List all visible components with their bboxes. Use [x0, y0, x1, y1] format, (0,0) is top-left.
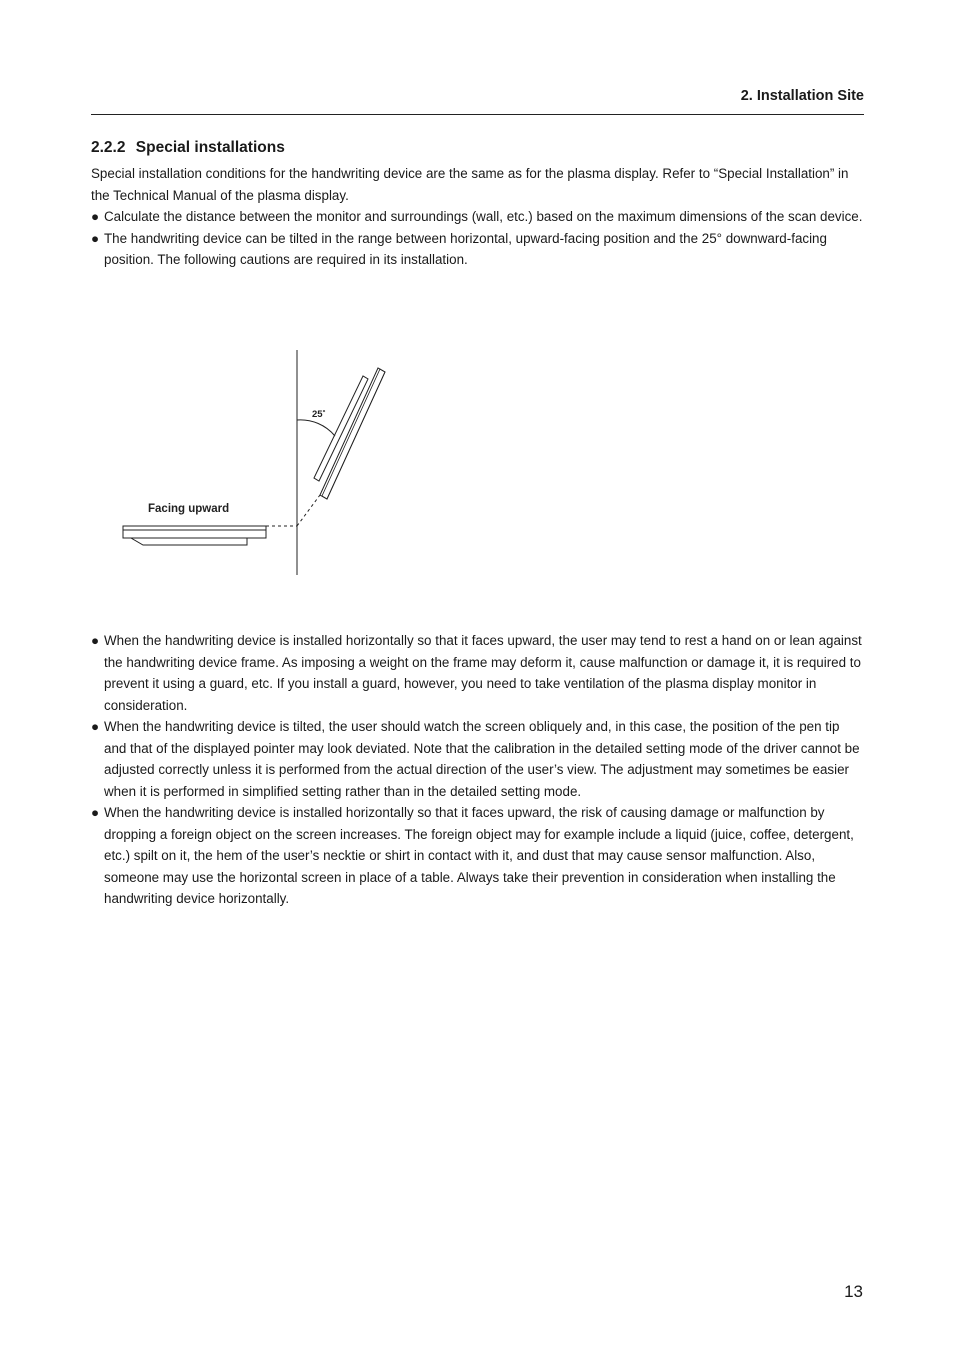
bullet-icon: ●: [91, 230, 100, 246]
horizontal-device-body: [123, 530, 266, 538]
page-number: 13: [844, 1282, 863, 1301]
list-item: [91, 630, 864, 716]
page-header: [91, 86, 864, 115]
facing-upward-label: Facing upward: [148, 503, 230, 515]
bullet-icon: ●: [91, 209, 100, 224]
tilt-dash-line: [297, 495, 320, 526]
list-item: [91, 716, 864, 802]
tilt-diagram-svg: [91, 340, 491, 585]
bullet-icon: ●: [91, 805, 100, 820]
list-item: [91, 206, 864, 228]
horizontal-device-top: [123, 526, 266, 530]
bullet-text: Calculate the distance between the monitor and surroundings (wall, etc.) based on the maximum dimensions of the scan device.: [104, 209, 863, 224]
angle-arc: [297, 420, 335, 436]
tilt-diagram: [91, 340, 491, 585]
bullet-text: When the handwriting device is installed horizontally so that it faces upward, the risk of causing damage or malfunction by dropping a foreign object on the screen increases. The foreign object may for example include a liquid (juice, coffee, detergent, etc.) spilt on it, the hem of the user’s necktie or shirt in contact with it, and dust that may cause sensor malfunction. Also, someone may use the horizontal screen in place of a table. Always take their prevention in consideration when installing the handwriting device horizontally.: [104, 805, 854, 906]
list-item: [91, 802, 864, 910]
caution-list: [91, 630, 864, 910]
section-title: Special installations: [135, 139, 285, 156]
bullet-icon: ●: [91, 719, 100, 734]
bullet-text: The handwriting device can be tilted in the range between horizontal, upward-facing position and the 25° downward-facing position. The following cautions are required in its installation.: [104, 230, 827, 267]
section-heading: [91, 138, 864, 158]
bullet-text: When the handwriting device is tilted, the user should watch the screen obliquely and, in this case, the position of the pen tip and that of the displayed pointer may look deviated. Note that the calibration in the detailed setting mode of the driver cannot be adjusted correctly unless it is performed from the actual direction of the user’s view. The adjustment may sometimes be easier when it is performed in simplified setting rather than in the detailed setting mode.: [104, 719, 860, 799]
list-item: [91, 228, 864, 271]
section-number: 2.2.2: [91, 139, 126, 156]
header-section-title: 2. Installation Site: [740, 88, 864, 104]
bullet-text: When the handwriting device is installed horizontally so that it faces upward, the user may tend to rest a hand on or lean against the handwriting device frame. As imposing a weight on the frame may deform it, cause malfunction or damage it, it is required to prevent it using a guard, etc. If you install a guard, however, you need to take ventilation of the plasma display monitor in consideration.: [104, 633, 862, 713]
bullet-icon: ●: [91, 633, 100, 648]
angle-label: 25˚: [312, 409, 326, 420]
intro-paragraph: Special installation conditions for the handwriting device are the same as for the plasma display. Refer to “Special Installation” in the Technical Manual of the plasma display.: [91, 166, 849, 203]
horizontal-device-stand: [131, 538, 247, 545]
section-body: [91, 138, 864, 271]
